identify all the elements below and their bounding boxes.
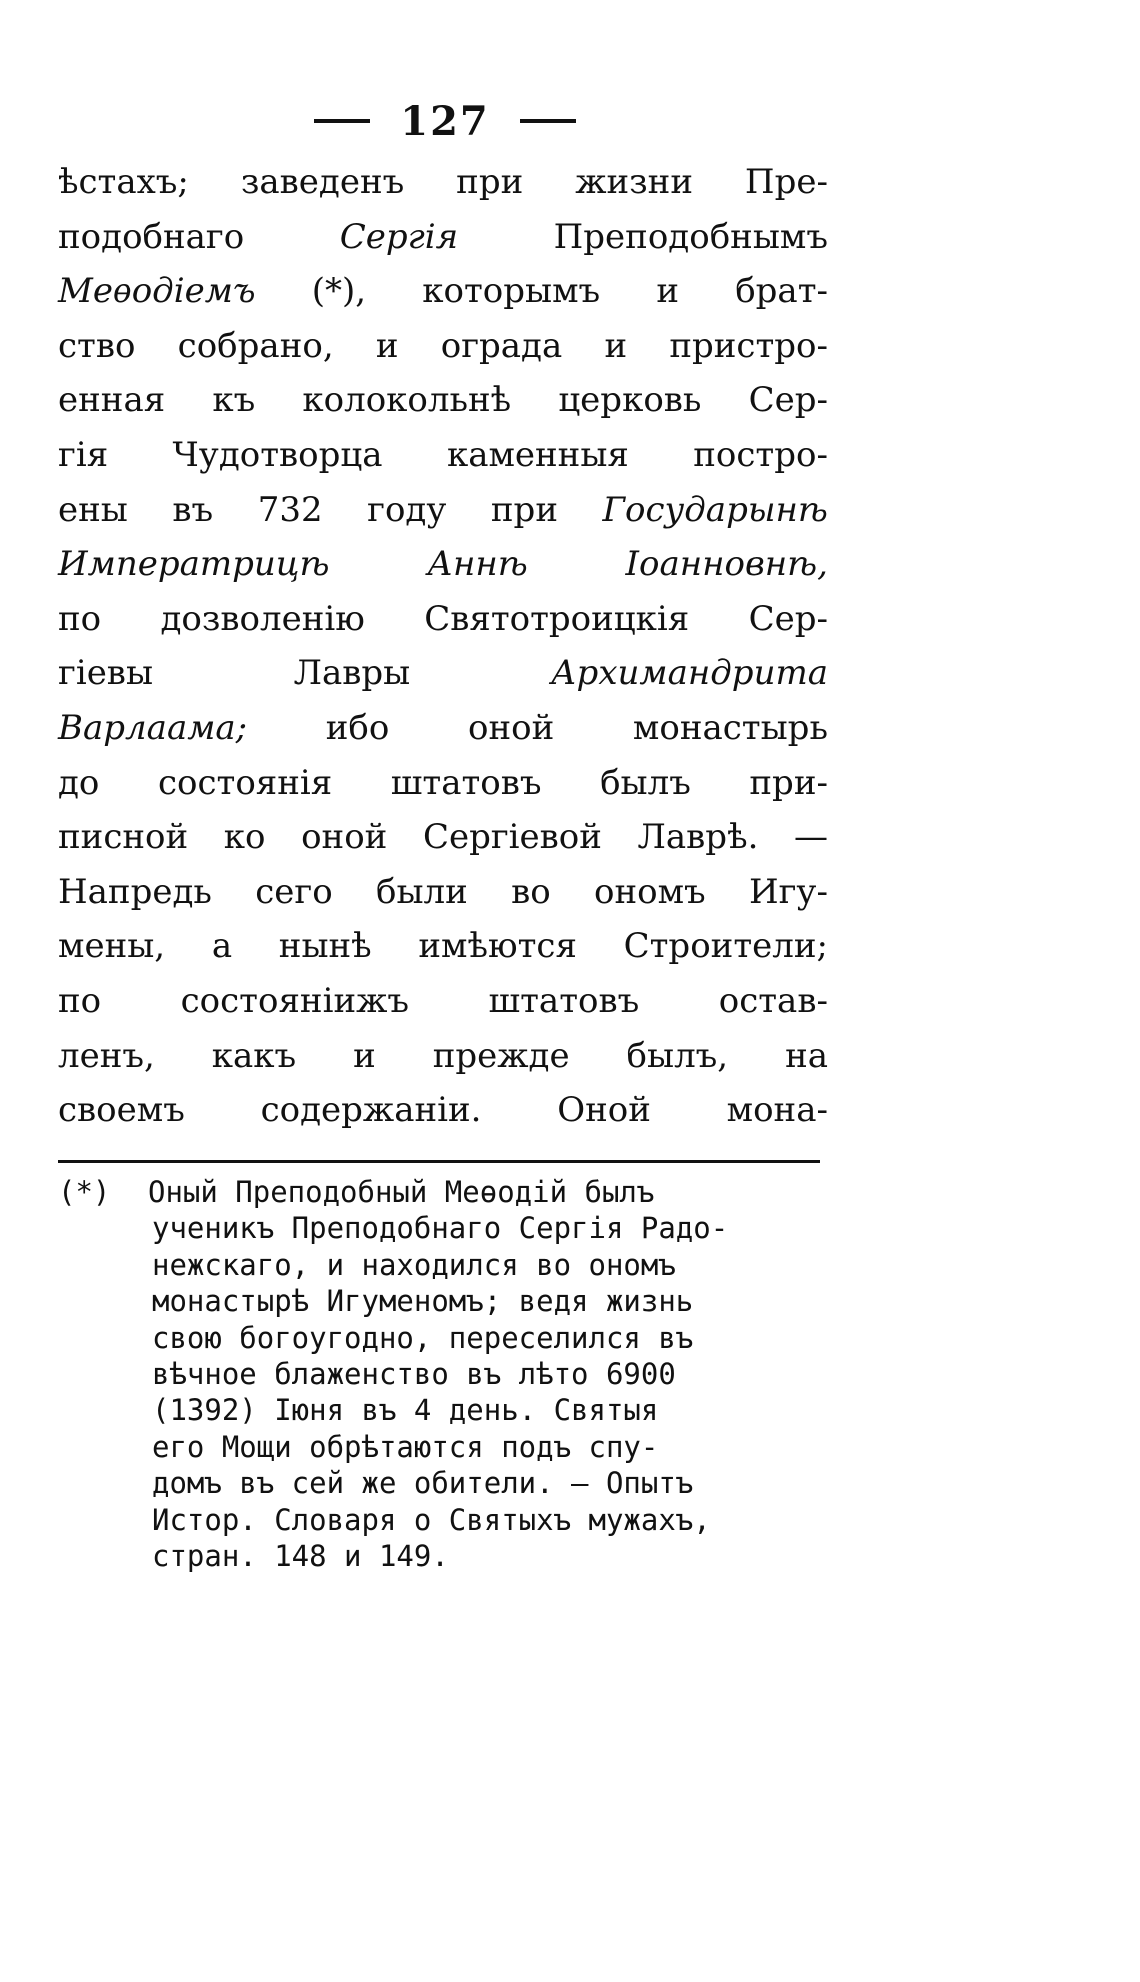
- word: въ: [172, 489, 214, 530]
- footnote-line: [58, 1465, 828, 1501]
- word: ограда: [440, 325, 563, 366]
- header-left-dash: [314, 119, 370, 123]
- text-line: [58, 646, 828, 701]
- footnote-text: стран. 148 и 149.: [152, 1538, 449, 1573]
- word: ство: [58, 325, 136, 366]
- footnote-line: [58, 1356, 828, 1392]
- word: ко: [223, 817, 266, 858]
- word: которымъ: [422, 271, 601, 312]
- page-header: [290, 96, 600, 146]
- word: остав-: [718, 980, 828, 1021]
- word: Лаврѣ.: [637, 817, 759, 858]
- word: при: [456, 162, 524, 202]
- text-line: [58, 974, 828, 1029]
- word: былъ,: [626, 1035, 729, 1076]
- footnote-text: Истор. Словаря о Святыхъ мужахъ,: [152, 1502, 711, 1537]
- footnote-line: [58, 1429, 828, 1465]
- text-line: [58, 1083, 828, 1138]
- word: и: [353, 1035, 376, 1076]
- footnote-text: его Мощи обрѣтаются подъ спу-: [152, 1429, 659, 1464]
- footnote-line: [58, 1392, 828, 1428]
- word: Святотроицкія: [424, 598, 690, 639]
- footnote-line: [58, 1283, 828, 1319]
- word: постро-: [693, 434, 828, 475]
- footnote-line: [58, 1174, 828, 1210]
- footnote-text: Оный Преподобный Меѳодій былъ: [148, 1175, 655, 1209]
- word: колокольнѣ: [302, 380, 512, 421]
- word: Строители;: [623, 926, 828, 967]
- footnote-text: (1392) Іюня въ 4 день. Святыя: [152, 1393, 659, 1428]
- word: Игу-: [748, 871, 828, 912]
- word: по: [58, 980, 102, 1021]
- word: и: [656, 271, 680, 312]
- text-line: [58, 592, 828, 647]
- word: гія: [58, 434, 109, 475]
- word: Государынѣ: [602, 489, 828, 530]
- word: подобнаго: [58, 216, 245, 257]
- footnote: [58, 1174, 828, 1574]
- footnote-text: нежскаго, и находился во ономъ: [152, 1247, 676, 1282]
- word: Аннѣ: [427, 544, 528, 585]
- main-text: [58, 155, 828, 1138]
- word: Пре-: [744, 162, 828, 202]
- word: до: [58, 762, 100, 803]
- text-line: [58, 1029, 828, 1084]
- word: ибо: [325, 707, 390, 748]
- word: мены,: [58, 926, 166, 967]
- footnote-marker: (*): [58, 1175, 111, 1209]
- word: каменныя: [446, 434, 629, 475]
- footnote-line: [58, 1538, 828, 1574]
- word: оной: [468, 707, 555, 748]
- word: сего: [255, 871, 333, 912]
- word: при: [490, 489, 558, 530]
- word: состояніижъ: [180, 980, 410, 1021]
- text-line: [58, 264, 828, 319]
- word: заведенъ: [240, 162, 405, 202]
- footnote-line: [58, 1247, 828, 1283]
- word: Императрицѣ: [58, 544, 330, 585]
- word: и: [375, 325, 399, 366]
- text-line: [58, 919, 828, 974]
- word: къ: [212, 380, 256, 421]
- footnote-text: монастырѣ Игуменомъ; ведя жизнь: [152, 1284, 694, 1319]
- word: во: [511, 871, 551, 912]
- word: гіевы: [58, 653, 154, 694]
- text-line: [58, 319, 828, 374]
- footnote-line: [58, 1210, 828, 1246]
- footnote-line: [58, 1320, 828, 1356]
- text-line: [58, 373, 828, 428]
- word: какъ: [211, 1035, 297, 1076]
- text-line: [58, 210, 828, 265]
- text-line: [58, 483, 828, 538]
- footnote-text: ученикъ Преподобнаго Сергія Радо-: [152, 1211, 729, 1246]
- word: писной: [58, 817, 189, 858]
- word: по: [58, 598, 102, 639]
- footnote-text: домъ въ сей же обители. — Опытъ: [152, 1466, 694, 1501]
- word: были: [375, 871, 468, 912]
- word: церковь: [558, 380, 702, 421]
- word: Оной: [557, 1090, 651, 1131]
- text-line: [58, 701, 828, 756]
- word: своемъ: [58, 1090, 185, 1131]
- text-line: [58, 865, 828, 920]
- word: былъ: [600, 762, 691, 803]
- text-line: [58, 428, 828, 483]
- text-line: [58, 537, 828, 592]
- page-number: 127: [400, 97, 490, 145]
- word: енная: [58, 380, 166, 421]
- footnote-text: свою богоугодно, переселился въ: [152, 1320, 694, 1355]
- footnote-line: [58, 1502, 828, 1538]
- word: году: [367, 489, 447, 530]
- word: Іоанновнѣ,: [625, 544, 828, 585]
- word: штатовъ: [488, 980, 640, 1021]
- word: Напредь: [58, 871, 212, 912]
- word: Сер-: [748, 380, 828, 421]
- word: Сергіевой: [422, 817, 602, 858]
- text-line: [58, 810, 828, 865]
- word: состоянія: [157, 762, 333, 803]
- word: пристро-: [669, 325, 828, 366]
- word: на: [785, 1035, 828, 1076]
- text-line: [58, 155, 828, 210]
- word: 732: [257, 489, 323, 530]
- word: Меѳодіемъ: [58, 271, 256, 312]
- word: Архимандрита: [550, 653, 828, 694]
- word: (*),: [311, 271, 367, 312]
- word: ономъ: [593, 871, 706, 912]
- word: дозволенію: [160, 598, 365, 639]
- word: —: [793, 817, 828, 858]
- word: Сергія: [339, 216, 459, 257]
- word: Сер-: [748, 598, 828, 639]
- word: собрано,: [177, 325, 334, 366]
- text-line: [58, 756, 828, 811]
- word: прежде: [432, 1035, 570, 1076]
- word: нынѣ: [278, 926, 372, 967]
- footnote-separator: [58, 1160, 820, 1163]
- word: при-: [749, 762, 828, 803]
- word: Варлаама;: [58, 707, 248, 748]
- word: а: [211, 926, 233, 967]
- footnote-text: вѣчное блаженство въ лѣто 6900: [152, 1356, 676, 1391]
- word: ленъ,: [58, 1035, 155, 1076]
- word: брат-: [735, 271, 828, 312]
- word: монастырь: [632, 707, 828, 748]
- word: ены: [58, 489, 128, 530]
- word: штатовъ: [390, 762, 542, 803]
- word: имѣются: [418, 926, 577, 967]
- word: Лавры: [293, 653, 411, 694]
- word: Преподобнымъ: [553, 216, 828, 257]
- word: ѣстахъ;: [58, 162, 189, 202]
- header-right-dash: [520, 119, 576, 123]
- word: и: [604, 325, 628, 366]
- word: содержаніи.: [260, 1090, 482, 1131]
- word: оной: [301, 817, 388, 858]
- word: жизни: [575, 162, 693, 202]
- word: Чудотворца: [172, 434, 383, 475]
- word: мона-: [726, 1090, 828, 1131]
